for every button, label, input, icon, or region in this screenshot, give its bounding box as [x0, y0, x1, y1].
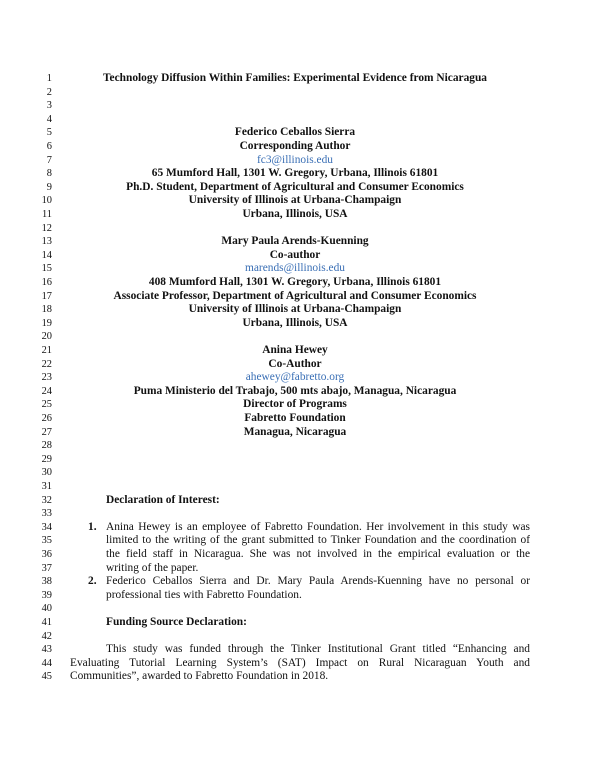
list-item — [0, 521, 600, 535]
line-number: 2 — [46, 86, 52, 98]
list-item-line: the field staff in Nicaragua. She was not involved in the empirical evaluation or the — [106, 548, 530, 560]
list-item-line: writing of the paper. — [106, 561, 199, 574]
line-number: 23 — [41, 372, 52, 384]
author-institution: University of Illinois at Urbana-Champaign — [188, 303, 402, 316]
line-number: 28 — [41, 440, 52, 452]
list-item-line: Federico Ceballos Sierra and Dr. Mary Paula Arends-Kuenning have no personal or — [106, 575, 530, 588]
author-email-link[interactable]: marends@illinois.edu — [244, 262, 346, 275]
list-item-line: Anina Hewey is an employee of Fabretto Foundation. Her involvement in this study was — [106, 520, 530, 533]
line-number: 12 — [41, 222, 52, 234]
line-number: 43 — [41, 644, 52, 656]
author-position: Ph.D. Student, Department of Agricultural and Consumer Economics — [126, 180, 464, 193]
author-address: 65 Mumford Hall, 1301 W. Gregory, Urbana, Illinois 61801 — [151, 167, 439, 180]
line-number: 17 — [41, 290, 52, 302]
line-number: 33 — [41, 508, 52, 520]
funding-paragraph-line: This study was funded through the Tinker Institutional Grant titled “Enhancing and — [106, 643, 530, 656]
line-number: 38 — [41, 576, 52, 588]
line-number: 5 — [46, 127, 52, 139]
line-number: 15 — [41, 263, 52, 275]
author-email-link[interactable]: fc3@illinois.edu — [257, 153, 333, 166]
line-number: 39 — [41, 589, 52, 601]
line-number: 6 — [46, 141, 52, 152]
line-number: 32 — [41, 494, 52, 506]
line-number: 20 — [41, 331, 52, 343]
author-name: Mary Paula Arends-Kuenning — [221, 235, 369, 248]
line-number: 21 — [41, 345, 52, 356]
list-item-line: professional ties with Fabretto Foundation. — [106, 588, 302, 601]
line-number: 37 — [41, 562, 52, 574]
line-number: 26 — [41, 413, 52, 424]
line-number: 31 — [41, 481, 52, 492]
line-number: 35 — [41, 535, 52, 547]
author-name: Anina Hewey — [262, 344, 328, 356]
line-number: 41 — [41, 617, 52, 628]
funding-paragraph-line: Communities”, awarded to Fabretto Foundation in 2018. — [70, 670, 329, 683]
line-number: 42 — [41, 630, 52, 642]
line-number: 11 — [41, 209, 52, 220]
author-role: Co-author — [269, 248, 321, 261]
line-number: 18 — [41, 304, 52, 316]
line-number: 29 — [41, 453, 52, 465]
author-city: Managua, Nicaragua — [243, 425, 347, 438]
line-number: 10 — [41, 195, 52, 207]
line-number: 3 — [46, 100, 52, 112]
author-position: Associate Professor, Department of Agricultural and Consumer Economics — [113, 289, 477, 302]
line-number: 7 — [46, 154, 52, 166]
line-number: 27 — [41, 426, 52, 438]
author-institution: Fabretto Foundation — [244, 412, 346, 424]
author-email-link[interactable]: ahewey@fabretto.org — [245, 371, 345, 384]
line-number: 16 — [41, 277, 52, 288]
author-city: Urbana, Illinois, USA — [242, 316, 348, 329]
line-number: 44 — [41, 657, 52, 669]
line-number: 40 — [41, 603, 52, 615]
title-line — [0, 72, 600, 86]
line-number: 25 — [41, 399, 52, 411]
author-position: Director of Programs — [243, 398, 347, 411]
line-number: 14 — [41, 249, 52, 261]
author-name: Federico Ceballos Sierra — [234, 126, 356, 139]
line-number: 4 — [46, 113, 52, 125]
line-number: 24 — [41, 385, 52, 397]
line-number: 34 — [41, 521, 52, 533]
line-number: 22 — [41, 358, 52, 370]
author-city: Urbana, Illinois, USA — [242, 208, 348, 220]
funding-heading: Funding Source Declaration: — [106, 616, 247, 628]
paper-title: Technology Diffusion Within Families: Experimental Evidence from Nicaragua — [102, 72, 487, 84]
list-item-number: 1. — [88, 520, 97, 533]
author-institution: University of Illinois at Urbana-Champaign — [188, 194, 402, 207]
list-item — [0, 575, 600, 589]
line-number: 30 — [41, 467, 52, 479]
line-number: 19 — [41, 317, 52, 329]
author-role: Co-Author — [268, 357, 322, 370]
author-role: Corresponding Author — [239, 140, 351, 152]
line-number: 9 — [46, 181, 52, 193]
line-number: 36 — [41, 549, 52, 560]
line-number: 45 — [41, 671, 52, 683]
author-address: Puma Ministerio del Trabajo, 500 mts abajo, Managua, Nicaragua — [133, 384, 457, 397]
declaration-heading: Declaration of Interest: — [106, 493, 220, 506]
list-item-line: limited to the writing of the grant submitted to Tinker Foundation and the coordination of — [106, 534, 530, 547]
line-number: 1 — [46, 73, 52, 84]
line-number: 8 — [46, 168, 52, 180]
list-item-number: 2. — [88, 575, 97, 588]
line-number: 13 — [41, 236, 52, 248]
author-address: 408 Mumford Hall, 1301 W. Gregory, Urbana, Illinois 61801 — [148, 276, 442, 288]
funding-paragraph-line: Evaluating Tutorial Learning System’s (SAT) Impact on Rural Nicaraguan Youth and — [70, 656, 530, 669]
